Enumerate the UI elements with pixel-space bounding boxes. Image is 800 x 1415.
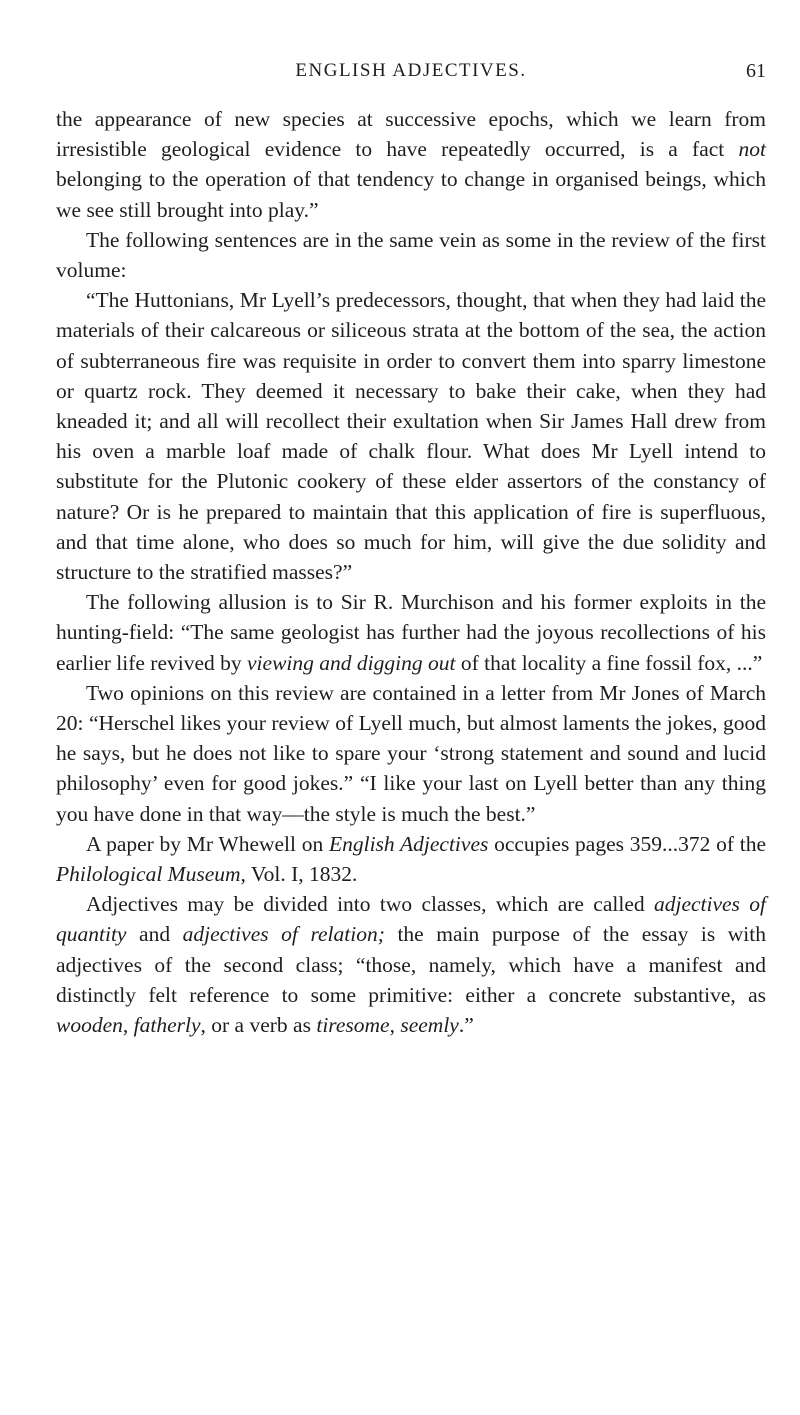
text-span: the main purpose of the essay is with adjectives of the second class; “those, namely, which have a manifest and distinctly felt reference to some primitive: either a concrete substantive, as: [56, 922, 767, 1007]
text-span: , or a verb as: [200, 1013, 317, 1038]
italic-span: tiresome: [316, 1013, 390, 1038]
book-page: [56, 0, 766, 1415]
text-span: “The Huttonians, Mr Lyell’s predecessors, thought, that when they had laid the materials of their calcareous or siliceous strata at the bottom of the sea, the action of subterraneous fire was requisite in order to convert them into sparry limestone or quartz rock. They deemed it necessary to bake their cake, when they had kneaded it; and all will recollect their exultation when Sir James Hall drew from his oven a marble loaf made of chalk flour. What does Mr Lyell intend to substitute for the Plutonic cookery of these elder assertors of the constancy of nature? Or is he prepared to maintain that this application of fire is superfluous, and that time alone, who does so much for him, will give the due solidity and structure to the stratified masses?”: [56, 288, 766, 585]
text-span: Adjectives may be divided into two classes, which are called: [86, 892, 654, 917]
paragraph: [56, 225, 766, 285]
paragraph: [56, 104, 766, 225]
text-span: occupies pages 359...372 of the: [488, 831, 766, 856]
italic-span: fatherly: [133, 1013, 201, 1038]
text-span: The following sentences are in the same vein as some in the review of the first volume:: [56, 227, 766, 283]
text-span: ,: [389, 1013, 401, 1038]
page-header: [56, 0, 766, 104]
paragraph: [56, 889, 766, 1040]
italic-span: not: [738, 137, 766, 162]
paragraph: [56, 587, 766, 678]
paragraph: [56, 285, 766, 587]
italic-span: English Adjectives: [328, 831, 489, 856]
italic-span: adjectives of relation;: [182, 922, 385, 947]
text-span: A paper by Mr Whewell on: [86, 831, 329, 856]
text-span: .”: [458, 1013, 474, 1038]
italic-span: seemly: [400, 1013, 459, 1038]
text-span: the appearance of new species at successive epochs, which we learn from irresistible geological evidence to have repeatedly occurred, is a fact: [56, 107, 766, 162]
text-span: and: [126, 922, 183, 947]
body-text: [56, 104, 766, 1040]
italic-span: adjectives of quantity: [56, 892, 766, 947]
page-number: 61: [746, 60, 766, 82]
text-span: of that locality a fine fossil fox, ...”: [455, 650, 763, 675]
running-title: ENGLISH ADJECTIVES.: [295, 60, 527, 81]
text-span: ,: [122, 1013, 134, 1038]
paragraph: [56, 678, 766, 829]
text-span: The following allusion is to Sir R. Murchison and his former exploits in the hunting-field: “The same geologist has further had the joyous recollections of his earlier life revived by: [56, 590, 766, 675]
paragraph: [56, 829, 766, 889]
italic-span: Philological Museum: [56, 862, 241, 887]
text-span: belonging to the operation of that tendency to change in organised beings, which we see still brought into play.”: [56, 167, 766, 222]
italic-span: wooden: [56, 1013, 123, 1038]
text-span: Two opinions on this review are contained in a letter from Mr Jones of March 20: “Herschel likes your review of Lyell much, but almost laments the jokes, good he says, but he does not like to spare your ‘strong statement and sound and lucid philosophy’ even for good jokes.” “I like your last on Lyell better than any thing you have done in that way—the style is much the best.”: [56, 680, 766, 826]
italic-span: viewing and digging out: [247, 650, 456, 675]
text-span: , Vol. I, 1832.: [240, 862, 358, 887]
